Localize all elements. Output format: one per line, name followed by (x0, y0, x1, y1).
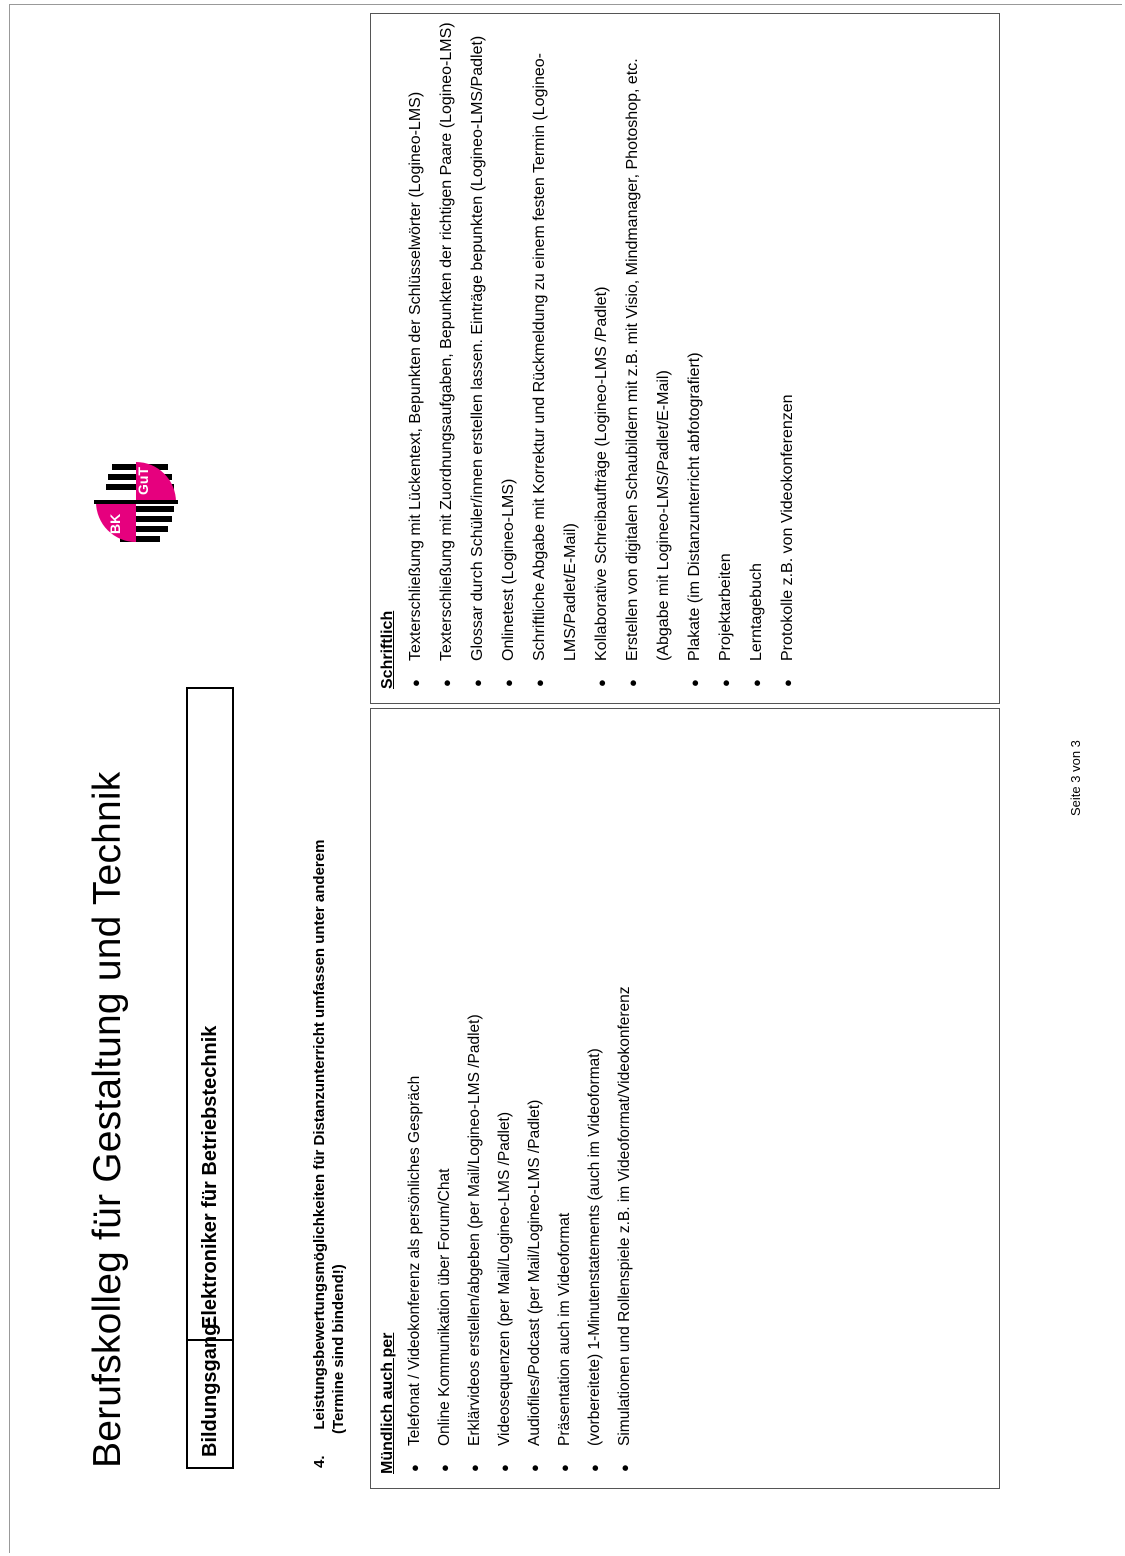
bullet-icon: ● (439, 679, 454, 687)
list-item: ● Erstellen von digitalen Schaubildern mit z.B. mit Visio, Mindmanager, Photoshop, etc. (Abgabe mit Logineo-LMS/Padlet/E-Mail) (617, 14, 679, 689)
bullet-icon: ● (617, 1464, 632, 1472)
written-box (370, 13, 1000, 704)
list-item: ● Videosequenzen (per Mail/Logineo-LMS /Padlet) (490, 709, 520, 1474)
list-item: ● Präsentation auch im Videoformat (550, 709, 580, 1474)
list-item: ● Lerntagebuch (741, 14, 772, 689)
list-item: ● Protokolle z.B. von Videokonferenzen (772, 14, 803, 689)
bullet-icon: ● (467, 1464, 482, 1472)
bullet-icon: ● (625, 679, 640, 687)
bullet-icon: ● (557, 1464, 572, 1472)
section-heading (310, 840, 348, 1468)
bullet-icon: ● (532, 679, 547, 687)
bullet-icon: ● (407, 1464, 422, 1472)
oral-title: Mündlich auch per (379, 1332, 396, 1474)
list-item: ● Plakate (im Distanzunterricht abfotografiert) (679, 14, 710, 689)
written-title: Schriftlich (379, 610, 396, 689)
bullet-icon: ● (408, 679, 423, 687)
list-item: ● Onlinetest (Logineo-LMS) (493, 14, 524, 689)
page-number: Seite 3 von 3 (1068, 740, 1083, 816)
bullet-icon: ● (718, 679, 733, 687)
list-item: ● Telefonat / Videokonferenz als persönliches Gespräch (400, 709, 430, 1474)
section-title: Leistungsbewertungsmöglichkeiten für Distanzunterricht umfassen unter anderem (311, 839, 328, 1430)
list-item: ● Texterschließung mit Zuordnungsaufgaben, Bepunkten der richtigen Paare (Logineo-LMS) (431, 14, 462, 689)
logo-center-bar (94, 500, 178, 504)
bullet-icon: ● (587, 1464, 602, 1472)
bullet-icon: ● (470, 679, 485, 687)
program-value: Elektroniker für Betriebstechnik (198, 1025, 221, 1329)
bullet-icon: ● (749, 679, 764, 687)
bullet-icon: ● (501, 679, 516, 687)
list-item: ● (vorbereitete) 1-Minutenstatements (auch im Videoformat) (580, 709, 610, 1474)
bullet-icon: ● (687, 679, 702, 687)
bullet-icon: ● (780, 679, 795, 687)
bullet-icon: ● (594, 679, 609, 687)
list-item: ● Simulationen und Rollenspiele z.B. im Videoformat/Videokonferenz (610, 709, 640, 1474)
program-label: Bildungsgang: (188, 1339, 232, 1467)
list-item: ● Schriftliche Abgabe mit Korrektur und Rückmeldung zu einem festen Termin (Logineo-LMS/Padlet/E-Mail) (524, 14, 586, 689)
bullet-icon: ● (497, 1464, 512, 1472)
bullet-icon: ● (437, 1464, 452, 1472)
section-number: 4. (311, 1455, 328, 1468)
oral-list (400, 709, 640, 1474)
list-item: ● Erklärvideos erstellen/abgeben (per Mail/Logineo-LMS /Padlet) (460, 709, 490, 1474)
section-subtitle: (Termine sind bindend!) (330, 1264, 347, 1434)
logo-text-bk: BK (107, 513, 123, 534)
logo-text-gut: GuT (135, 467, 151, 495)
list-item: ● Audiofiles/Podcast (per Mail/Logineo-LMS /Padlet) (520, 709, 550, 1474)
written-list (400, 14, 803, 689)
list-item: ● Kollaborative Schreibaufträge (Logineo-LMS /Padlet) (586, 14, 617, 689)
school-logo (90, 452, 178, 552)
school-title: Berufskolleg für Gestaltung und Technik (86, 771, 129, 1468)
list-item: ● Online Kommunikation über Forum/Chat (430, 709, 460, 1474)
program-table (186, 687, 234, 1469)
list-item: ● Projektarbeiten (710, 14, 741, 689)
list-item: ● Glossar durch Schüler/innen erstellen lassen. Einträge bepunkten (Logineo-LMS/Padlet) (462, 14, 493, 689)
bullet-icon: ● (527, 1464, 542, 1472)
list-item: ● Texterschließung mit Lückentext, Bepunkten der Schlüsselwörter (Logineo-LMS) (400, 14, 431, 689)
oral-box (370, 708, 1000, 1489)
